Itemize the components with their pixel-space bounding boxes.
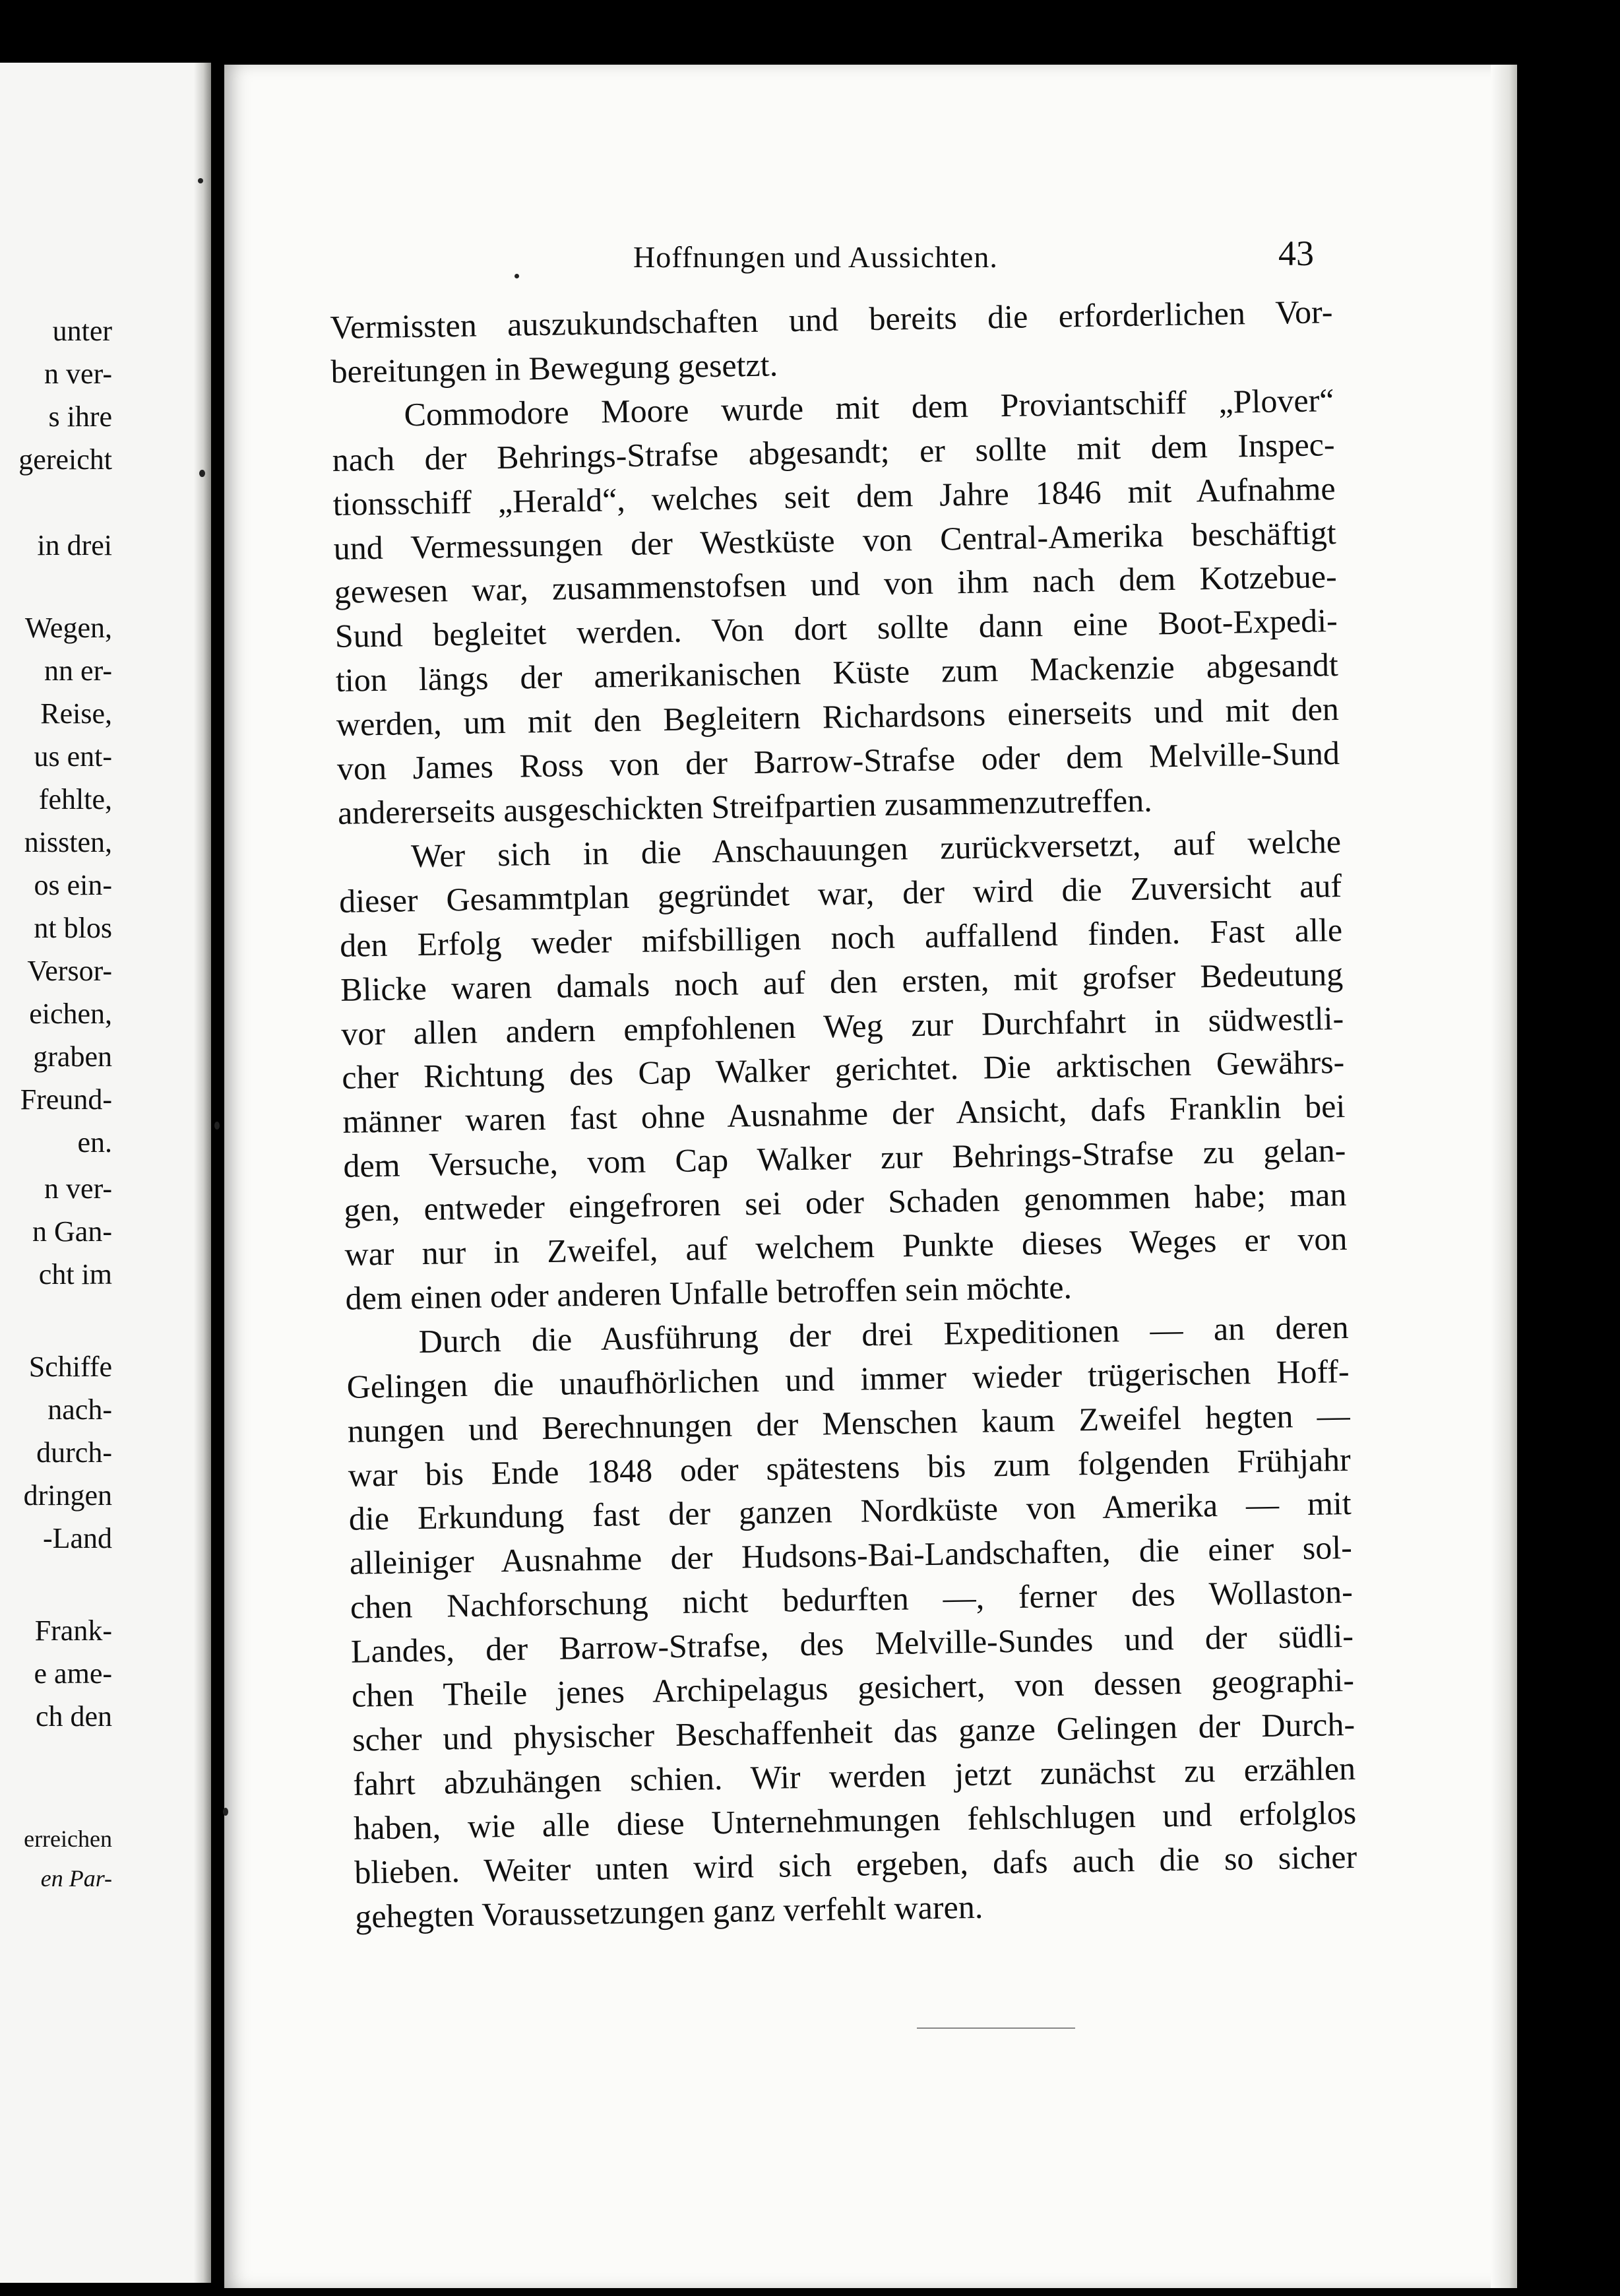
text-line: blieben. Weiter unten wird sich ergeben, dafs auch die so sicher bbox=[354, 1837, 1357, 1891]
previous-page-footnote-line: en Par- bbox=[40, 1865, 112, 1892]
text-line: Sund begleitet werden. Von dort sollte dann eine Boot-Expedi- bbox=[334, 602, 1338, 655]
page-number: 43 bbox=[1278, 234, 1314, 273]
text-line: tionsschiff „Herald“, welches seit dem Jahre 1846 mit Aufnahme bbox=[332, 469, 1336, 523]
previous-page-line: graben bbox=[33, 1040, 112, 1073]
previous-page-line: n ver- bbox=[44, 358, 112, 390]
text-line: werden, um mit den Begleitern Richardsons einerseits und mit den bbox=[336, 690, 1340, 744]
text-line: andererseits ausgeschickten Streifpartien zusammenzutreffen. bbox=[337, 781, 1153, 831]
previous-page-line: nn er- bbox=[44, 654, 112, 687]
text-line: vor allen andern empfohlenen Weg zur Durchfahrt in südwestli- bbox=[340, 999, 1344, 1052]
text-line: haben, wie alle diese Unternehmungen fehlschlugen und erfolglos bbox=[353, 1793, 1357, 1847]
text-line: die Erkundung fast der ganzen Nordküste von Amerika — mit bbox=[348, 1484, 1352, 1538]
scan-speck bbox=[199, 470, 205, 477]
previous-page-line: Schiffe bbox=[28, 1351, 112, 1383]
text-line: dieser Gesammtplan gegründet war, der wird die Zuversicht auf bbox=[338, 866, 1342, 920]
previous-page-line: en. bbox=[77, 1126, 112, 1159]
text-line: Blicke waren damals noch auf den ersten, mit grofser Bedeutung bbox=[340, 955, 1344, 1008]
book-gutter bbox=[194, 63, 211, 2283]
previous-page-line: durch- bbox=[36, 1436, 112, 1469]
previous-page-line: dringen bbox=[23, 1479, 112, 1512]
previous-page-line: ch den bbox=[35, 1700, 112, 1733]
text-line: und Vermessungen der Westküste von Central-Amerika beschäftigt bbox=[333, 513, 1337, 567]
text-line: gewesen war, zusammenstofsen und von ihm nach dem Kotzebue- bbox=[334, 558, 1338, 611]
text-line: chen Nachforschung nicht bedurften —, ferner des Wollaston- bbox=[350, 1573, 1354, 1626]
previous-page-fragment bbox=[0, 63, 211, 2283]
end-rule bbox=[917, 2027, 1075, 2029]
text-line: chen Theile jenes Archipelagus gesichert, von dessen geographi- bbox=[351, 1661, 1355, 1714]
previous-page-line: unter bbox=[52, 315, 112, 347]
scan-speck bbox=[214, 1122, 220, 1130]
previous-page-line: Frank- bbox=[34, 1614, 112, 1647]
running-head: Hoffnungen und Aussichten. bbox=[633, 240, 998, 274]
previous-page-line: gereicht bbox=[18, 443, 112, 476]
text-line: nungen und Berechnungen der Menschen kaum Zweifel hegten — bbox=[347, 1396, 1351, 1450]
text-line: nach der Behrings-Strafse abgesandt; er sollte mit dem Inspec- bbox=[332, 425, 1335, 478]
text-line: fahrt abzuhängen schien. Wir werden jetzt zunächst zu erzählen bbox=[352, 1749, 1356, 1802]
text-line: Commodore Moore wurde mit dem Proviantschiff „Plover“ bbox=[404, 381, 1334, 433]
previous-page-line: os ein- bbox=[34, 869, 112, 901]
page-edge bbox=[1491, 65, 1517, 2288]
text-line: männer waren fast ohne Ausnahme der Ansicht, dafs Franklin bei bbox=[342, 1087, 1346, 1141]
previous-page-line: -Land bbox=[42, 1522, 112, 1554]
scan-speck bbox=[223, 1808, 228, 1816]
previous-page-line: fehlte, bbox=[38, 783, 112, 815]
text-line: bereitungen in Bewegung gesetzt. bbox=[330, 346, 778, 390]
text-line: Durch die Ausführung der drei Expeditionen — an deren bbox=[418, 1308, 1349, 1360]
previous-page-line: eichen, bbox=[29, 998, 112, 1030]
previous-page-line: cht im bbox=[38, 1258, 112, 1291]
previous-page-line: n ver- bbox=[44, 1172, 112, 1205]
previous-page-line: Reise, bbox=[40, 697, 112, 730]
scan-speck bbox=[514, 274, 519, 278]
previous-page-footnote-line: erreichen bbox=[24, 1826, 112, 1852]
text-line: cher Richtung des Cap Walker gerichtet. Die arktischen Gewährs- bbox=[341, 1043, 1345, 1097]
previous-page-line: in drei bbox=[37, 529, 112, 561]
text-line: gen, entweder eingefroren sei oder Schaden genommen habe; man bbox=[344, 1176, 1347, 1228]
previous-page-text bbox=[0, 63, 211, 2283]
text-line: Gelingen die unaufhörlichen und immer wieder trügerischen Hoff- bbox=[346, 1352, 1350, 1405]
text-line: dem einen oder anderen Unfalle betroffen sein möchte. bbox=[345, 1268, 1073, 1317]
text-line: scher und physischer Beschaffenheit das ganze Gelingen der Durch- bbox=[352, 1705, 1355, 1758]
book-page bbox=[224, 65, 1517, 2288]
text-line: tion längs der amerikanischen Küste zum Mackenzie abgesandt bbox=[335, 646, 1339, 699]
text-line: alleiniger Ausnahme der Hudsons-Bai-Landschaften, die einer sol- bbox=[349, 1529, 1353, 1582]
text-line: war nur in Zweifel, auf welchem Punkte dieses Weges er von bbox=[344, 1219, 1348, 1273]
previous-page-line: Freund- bbox=[20, 1083, 112, 1116]
text-line: von James Ross von der Barrow-Strafse oder dem Melville-Sund bbox=[336, 734, 1340, 787]
text-line: Vermissten auszukundschaften und bereits die erforderlichen Vor- bbox=[330, 293, 1333, 346]
previous-page-line: Versor- bbox=[27, 955, 112, 987]
text-line: war bis Ende 1848 oder spätestens bis zum folgenden Frühjahr bbox=[348, 1440, 1352, 1494]
previous-page-line: s ihre bbox=[48, 400, 112, 433]
text-line: gehegten Voraussetzungen ganz verfehlt waren. bbox=[354, 1888, 983, 1935]
previous-page-line: e ame- bbox=[34, 1657, 112, 1690]
text-line: Landes, der Barrow-Strafse, des Melville-Sundes und der südli- bbox=[350, 1617, 1354, 1670]
previous-page-line: nt blos bbox=[34, 912, 112, 944]
text-line: Wer sich in die Anschauungen zurückversetzt, auf welche bbox=[410, 822, 1342, 875]
scan-speck bbox=[198, 178, 203, 183]
previous-page-line: us ent- bbox=[34, 740, 112, 773]
previous-page-line: nissten, bbox=[24, 826, 112, 858]
body-text bbox=[330, 290, 1358, 1938]
previous-page-line: n Gan- bbox=[32, 1215, 112, 1248]
previous-page-line: Wegen, bbox=[24, 612, 112, 644]
text-line: den Erfolg weder mifsbilligen noch auffallend finden. Fast alle bbox=[339, 910, 1343, 964]
text-line: dem Versuche, vom Cap Walker zur Behrings-Strafse zu gelan- bbox=[343, 1132, 1346, 1185]
previous-page-line: nach- bbox=[47, 1393, 112, 1426]
